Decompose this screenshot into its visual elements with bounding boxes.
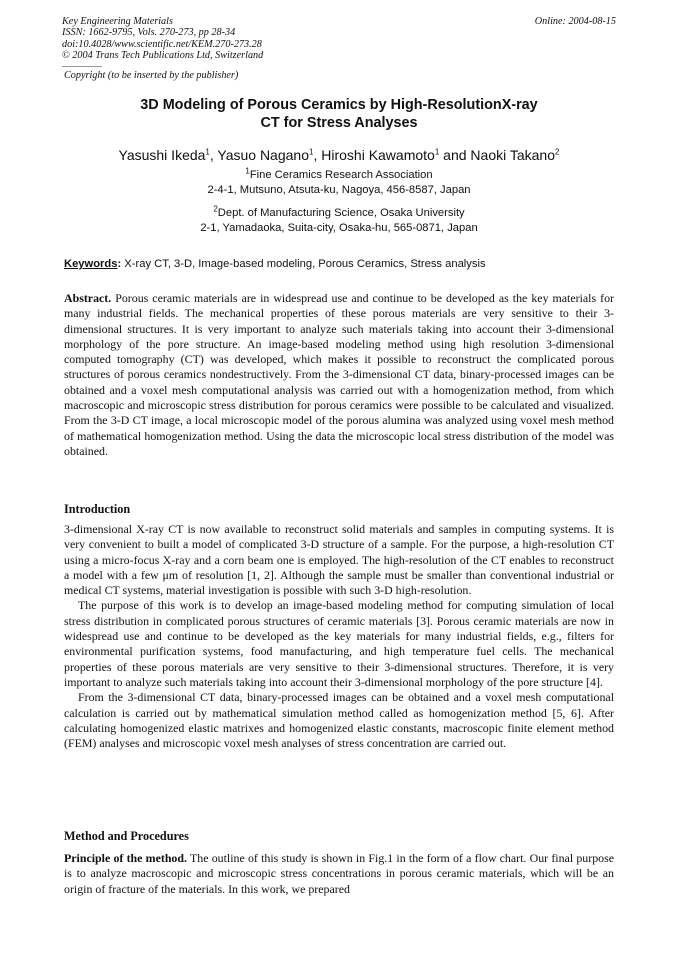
author-affiliation-mark: 1: [205, 147, 210, 157]
affiliation-mark: 2: [213, 204, 218, 214]
abstract-label: Abstract.: [64, 291, 112, 305]
title-line-1: 3D Modeling of Porous Ceramics by High-ResolutionX-ray: [140, 97, 538, 113]
journal-doi[interactable]: doi:10.4028/www.scientific.net/KEM.270-273.28: [62, 38, 262, 50]
author-name: and Naoki Takano: [439, 147, 556, 163]
principle-paragraph: [64, 851, 614, 897]
author-list: [62, 146, 616, 164]
abstract-text: Porous ceramic materials are in widespread use and continue to be developed as the key materials for many industrial fields. The mechanical properties of these porous materials are very sensitive to their 3-dimensional structures. It is very important to analyze such materials taking into account their 3-dimensional morphology of the pore structure. An image-based modeling method using high resolution 3-dimensional computed tomography (CT) was developed, which makes it possible to reconstruct the complicated porous structures of porous ceramics nondestructively. From the 3-dimensional CT data, binary-processed images can be obtained and a voxel mesh computational analysis was carried out with a homogenization method, from which macroscopic and microscopic stress distribution for porous ceramics were possible to be calculated and visualized. From the 3-D CT image, a local microscopic model of the porous alumina was analyzed using voxel mesh method of mathematical homogenization method. Using the data the microscopic local stress distribution of the model was obtained.: [64, 291, 614, 458]
paragraph: From the 3-dimensional CT data, binary-processed images can be obtained and a voxel mesh computational calculation is carried out by mathematical simulation method called as homogenization method [5, 6]. After calculating homogenized elastic matrixes and homogenized elastic constants, macroscopic finite element method (FEM) analyses and microscopic voxel mesh analyses of stress concentration are carried out.: [64, 690, 614, 751]
principle-label: Principle of the method.: [64, 851, 187, 865]
title-line-2: CT for Stress Analyses: [260, 115, 418, 131]
affiliation-mark: 1: [245, 166, 250, 176]
author-name: Yasushi Ikeda: [118, 147, 206, 163]
online-date: Online: 2004-08-15: [534, 16, 616, 27]
copyright-note: Copyright (to be inserted by the publisher): [64, 70, 239, 81]
section-heading-method: Method and Procedures: [64, 829, 189, 843]
keywords-text: X-ray CT, 3-D, Image-based modeling, Porous Ceramics, Stress analysis: [121, 258, 486, 270]
author-affiliation-mark: 2: [555, 147, 560, 157]
paper-title: [62, 96, 616, 132]
abstract: [64, 291, 614, 459]
affiliation-address: 2-1, Yamadaoka, Suita-city, Osaka-hu, 565-0871, Japan: [200, 222, 478, 234]
paragraph: The purpose of this work is to develop an image-based modeling method for computing simulation of local stress distribution in complicated porous structures of ceramic materials [3]. Porous ceramic materials are now in widespread use and continue to be developed as the key materials for many industrial fields, e.g., filters for environmental purification systems, food manufacturing, and high temperature fuel cells. The mechanical properties of these porous materials are very sensitive to their 3-dimensional structures. Therefore, it is very important to analyze such materials taking into account their 3-dimensional morphology of the pore structure [4].: [64, 598, 614, 689]
principle-text: The outline of this study is shown in Fig.1 in the form of a flow chart. Our final purpose is to analyze macroscopic and microscopic stress concentrations in porous ceramic materials, which will be an origin of fracture of the materials. In this work, we prepared: [64, 851, 614, 896]
journal-issn: ISSN: 1662-9795, Vols. 270-273, pp 28-34: [62, 27, 236, 39]
header-divider: [62, 66, 102, 67]
affiliation-2: [62, 206, 616, 236]
affiliation-1: [62, 168, 616, 198]
keywords-label: Keywords: [64, 258, 118, 270]
section-heading-introduction: Introduction: [64, 502, 131, 516]
journal-name: Key Engineering Materials: [62, 16, 173, 27]
journal-copyright: © 2004 Trans Tech Publications Ltd, Switzerland: [62, 50, 264, 62]
journal-header: [62, 16, 402, 62]
author-name: , Hiroshi Kawamoto: [313, 147, 435, 163]
author-affiliation-mark: 1: [309, 147, 314, 157]
author-name: , Yasuo Nagano: [209, 147, 309, 163]
affiliation-name: Dept. of Manufacturing Science, Osaka University: [217, 207, 465, 219]
keywords-line: [64, 257, 616, 271]
paragraph: 3-dimensional X-ray CT is now available to reconstruct solid materials and samples in computing systems. It is very convenient to built a model of complicated 3-D structure of a sample. For the purpose, a high-resolution CT using a micro-focus X-ray and a corn beam one is employed. The high-resolution of the CT enables to reconstruct a model with a few μm of resolution [1, 2]. Although the sample must be smaller than conventional industrial or medical CT systems, material investigation is possible with such 3-D high-resolution.: [64, 522, 614, 598]
author-affiliation-mark: 1: [434, 147, 440, 157]
affiliation-address: 2-4-1, Mutsuno, Atsuta-ku, Nagoya, 456-8587, Japan: [207, 184, 471, 196]
affiliation-name: Fine Ceramics Research Association: [249, 169, 433, 181]
introduction-body: [64, 522, 614, 751]
keywords-colon: :: [117, 258, 122, 270]
